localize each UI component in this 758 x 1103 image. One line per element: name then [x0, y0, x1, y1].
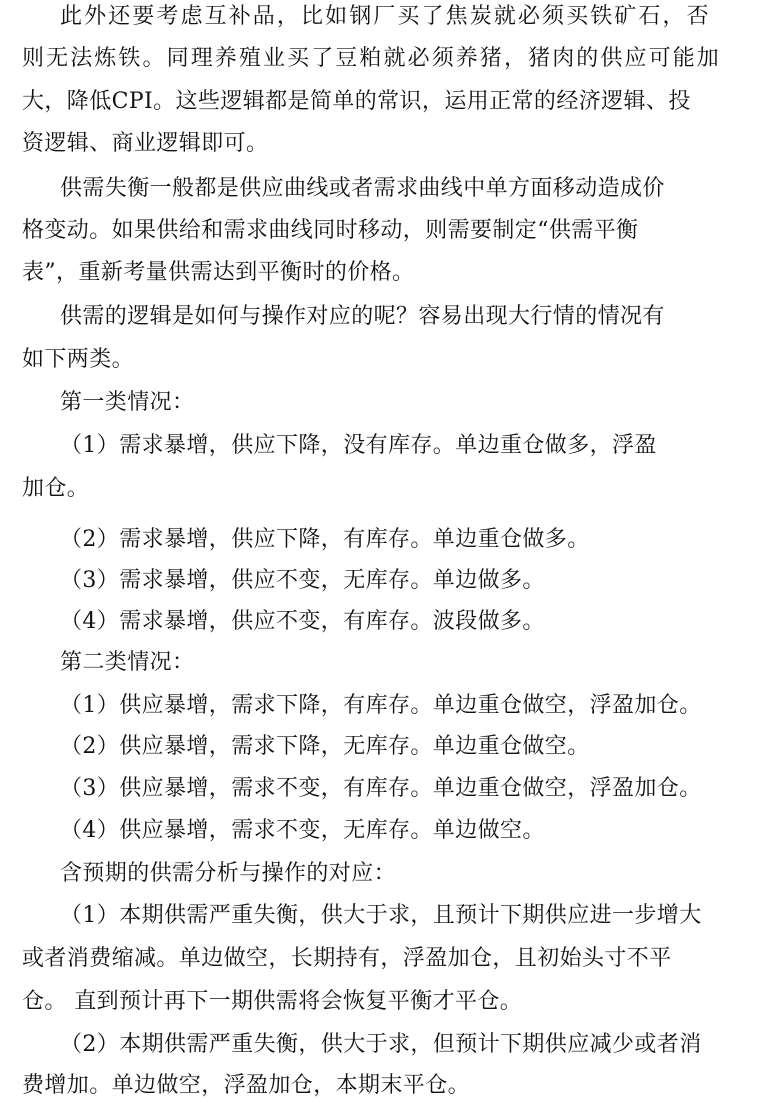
- text-line: 则无法炼铁。同理养殖业买了豆粕就必须养猪，猪肉的供应可能加: [22, 46, 721, 71]
- text-line: （3）供应暴增，需求不变，有库存。单边重仓做空，浮盈加仓。: [60, 776, 702, 801]
- text-line: 费增加。单边做空，浮盈加仓，本期末平仓。: [22, 1073, 471, 1098]
- text-line: 大，降低CPI。这些逻辑都是简单的常识，运用正常的经济逻辑、投: [22, 89, 691, 114]
- text-line: （2）需求暴增，供应下降，有库存。单边重仓做多。: [60, 527, 590, 552]
- section-heading: 含预期的供需分析与操作的对应：: [60, 861, 397, 886]
- text-line: 或者消费缩减。单边做空，长期持有，浮盈加仓，且初始头寸不平: [22, 946, 672, 971]
- text-line: （1）需求暴增，供应下降，没有库存。单边重仓做多，浮盈: [60, 433, 657, 458]
- text-line: （4）供应暴增，需求不变，无库存。单边做空。: [60, 818, 545, 843]
- text-line: 表”，重新考量供需达到平衡时的价格。: [22, 260, 415, 285]
- text-line: （2）供应暴增，需求下降，无库存。单边重仓做空。: [60, 734, 590, 759]
- text-line: （1）供应暴增，需求下降，有库存。单边重仓做空，浮盈加仓。: [60, 693, 702, 718]
- section-heading: 第二类情况：: [60, 650, 195, 675]
- text-line: （2）本期供需严重失衡，供大于求，但预计下期供应减少或者消: [60, 1032, 702, 1057]
- text-line: 供需的逻辑是如何与操作对应的呢？容易出现大行情的情况有: [60, 304, 665, 329]
- text-line: （3）需求暴增，供应不变，无库存。单边做多。: [60, 568, 545, 593]
- text-line: 此外还要考虑互补品，比如钢厂买了焦炭就必须买铁矿石，否: [60, 4, 711, 29]
- text-line: 加仓。: [22, 476, 90, 501]
- text-line: 供需失衡一般都是供应曲线或者需求曲线中单方面移动造成价: [60, 176, 665, 201]
- text-line: （4）需求暴增，供应不变，有库存。波段做多。: [60, 609, 545, 634]
- text-line: 仓。 直到预计再下一期供需将会恢复平衡才平仓。: [22, 989, 523, 1014]
- text-line: 资逻辑、商业逻辑即可。: [22, 131, 269, 156]
- text-line: （1）本期供需严重失衡，供大于求，且预计下期供应进一步增大: [60, 903, 702, 928]
- text-line: 如下两类。: [22, 347, 135, 372]
- text-line: 格变动。如果供给和需求曲线同时移动，则需要制定“供需平衡: [22, 218, 639, 243]
- section-heading: 第一类情况：: [60, 390, 195, 415]
